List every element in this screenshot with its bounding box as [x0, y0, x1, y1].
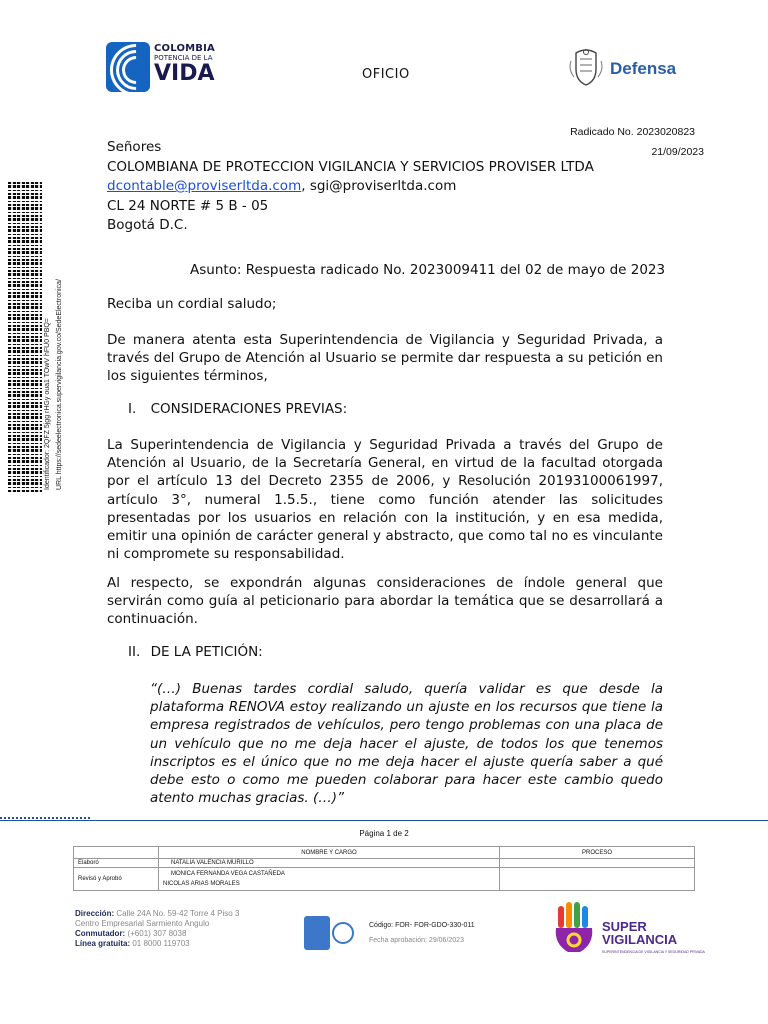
section2-heading — [128, 644, 263, 660]
side-identifier: Identificador: 2QFZ 5jgg rHGy oua1 TOwV hFU0 PBQ= — [44, 318, 51, 490]
section2-number: II. — [128, 644, 141, 660]
colombia-potencia-logo — [106, 42, 216, 92]
coat-of-arms-icon — [568, 47, 604, 87]
wave-icon — [106, 42, 150, 92]
section1-heading — [128, 401, 347, 417]
logo-line2: POTENCIA DE LA — [154, 54, 213, 62]
page-number: Página 1 de 2 — [359, 829, 409, 838]
supervigilancia-logo — [602, 920, 705, 959]
paragraph-2: Al respecto, se expondrán algunas consideraciones de índole general que servirán como guía al peticionario para abordar la temática que se desarrollará a continuación. — [107, 575, 663, 628]
approval-date: Fecha aprobación: 29/06/2023 — [369, 937, 464, 944]
supervigilancia-hand-icon — [550, 900, 600, 960]
email-link[interactable]: dcontable@proviserltda.com — [107, 178, 302, 194]
document-type: OFICIO — [362, 67, 410, 82]
table-cell-name: NICOLAS ARIAS MORALES — [163, 881, 240, 887]
logo-line3: VIDA — [154, 61, 215, 86]
footer-divider — [0, 820, 768, 821]
logo-super: SUPER — [602, 919, 647, 934]
company-name: COLOMBIANA DE PROTECCION VIGILANCIA Y SERVICIOS PROVISER LTDA — [107, 158, 594, 175]
recipient-block — [107, 138, 594, 236]
table-header: NOMBRE Y CARGO — [159, 847, 500, 859]
table-header: PROCESO — [500, 847, 695, 859]
iqnet-cert-icon — [332, 922, 354, 944]
greeting: Reciba un cordial saludo; — [107, 296, 277, 312]
signature-table — [73, 846, 695, 891]
petition-quote: “(…) Buenas tardes cordial saludo, quería validar es que desde la plataforma RENOVA estoy realizando un ajuste en los recursos que tiene la empresa registrados de vehículos, pero tengo problemas con una placa de un vehículo que no me deja hacer el ajuste, de todos los que tenemos inscriptos es el único que no me deja hacer el ajuste quería saber a qué debe esto o como me pueden colaborar para hacer este cambio quedo atento muchas gracias. (…)” — [150, 681, 663, 807]
freeline-value: 01 8000 119703 — [132, 939, 190, 948]
paragraph-1: La Superintendencia de Vigilancia y Seguridad Privada a través del Grupo de Atención al Usuario, de la Secretaría General, en virtud de la facultad otorgada por el artículo 13 del Decreto 2355 de 2006, y Resolución 20193100061997, artículo 3°, numeral 1.5.5., tiene como función atender las solicitudes presentadas por los usuarios en relación con la institución, y en esa medida, emitir una opinión de carácter general y abstracto, que como tal no es vinculante ni compromete su responsabilidad. — [107, 437, 663, 563]
form-code: Código: FOR- FOR-GDO-330-011 — [369, 922, 475, 929]
section1-title: CONSIDERACIONES PREVIAS: — [150, 401, 348, 417]
section2-title: DE LA PETICIÓN: — [150, 644, 263, 660]
logo-vigilancia: VIGILANCIA — [602, 932, 678, 947]
switchboard-label: Conmutador: — [75, 929, 126, 938]
side-url: URL https://sedeelectronica.supervigilancia.gov.co/SedeElectronica/ — [56, 279, 63, 490]
defensa-logo — [568, 47, 688, 91]
table-cell-name: NATALIA VALENCIA MURILLO — [159, 859, 500, 868]
subject-text: Respuesta radicado No. 2023009411 del 02 de mayo de 2023 — [245, 262, 666, 278]
iso-cert-icon — [304, 916, 330, 950]
subject-line — [190, 262, 665, 278]
ministry-name: Defensa — [610, 59, 677, 78]
logo-line1: COLOMBIA — [154, 43, 215, 54]
table-cell-name: MONICA FERNANDA VEGA CASTAÑEDA — [171, 871, 285, 877]
subject-label: Asunto: — [190, 262, 242, 278]
document-date: 21/09/2023 — [651, 146, 704, 158]
address-label: Dirección: — [75, 909, 115, 918]
address-value: Calle 24A No. 59-42 Torre 4 Piso 3 — [116, 909, 240, 918]
radicado-number: Radicado No. 2023020823 — [570, 126, 695, 138]
city: Bogotá D.C. — [107, 217, 188, 233]
table-header — [74, 847, 159, 859]
switchboard-value: (+601) 307 8038 — [127, 929, 187, 938]
section1-number: I. — [128, 401, 137, 417]
contact-info — [75, 909, 239, 949]
table-cell-role: Revisó y Aprobó — [74, 868, 159, 891]
logo-subtitle: SUPERINTENDENCIA DE VIGILANCIA Y SEGURIDAD PRIVADA — [602, 950, 705, 954]
address: CL 24 NORTE # 5 B - 05 — [107, 197, 269, 214]
intro-paragraph: De manera atenta esta Superintendencia de Vigilancia y Seguridad Privada, a través del Grupo de Atención al Usuario se permite dar respuesta a su petición en los siguientes términos, — [107, 332, 663, 385]
email-secondary: , sgi@proviserltda.com — [301, 178, 457, 194]
center-value: Centro Empresarial Sarmiento Angulo — [75, 919, 210, 928]
salutation: Señores — [107, 139, 162, 155]
freeline-label: Línea gratuita: — [75, 939, 131, 948]
table-cell-role: Elaboró — [74, 859, 159, 868]
